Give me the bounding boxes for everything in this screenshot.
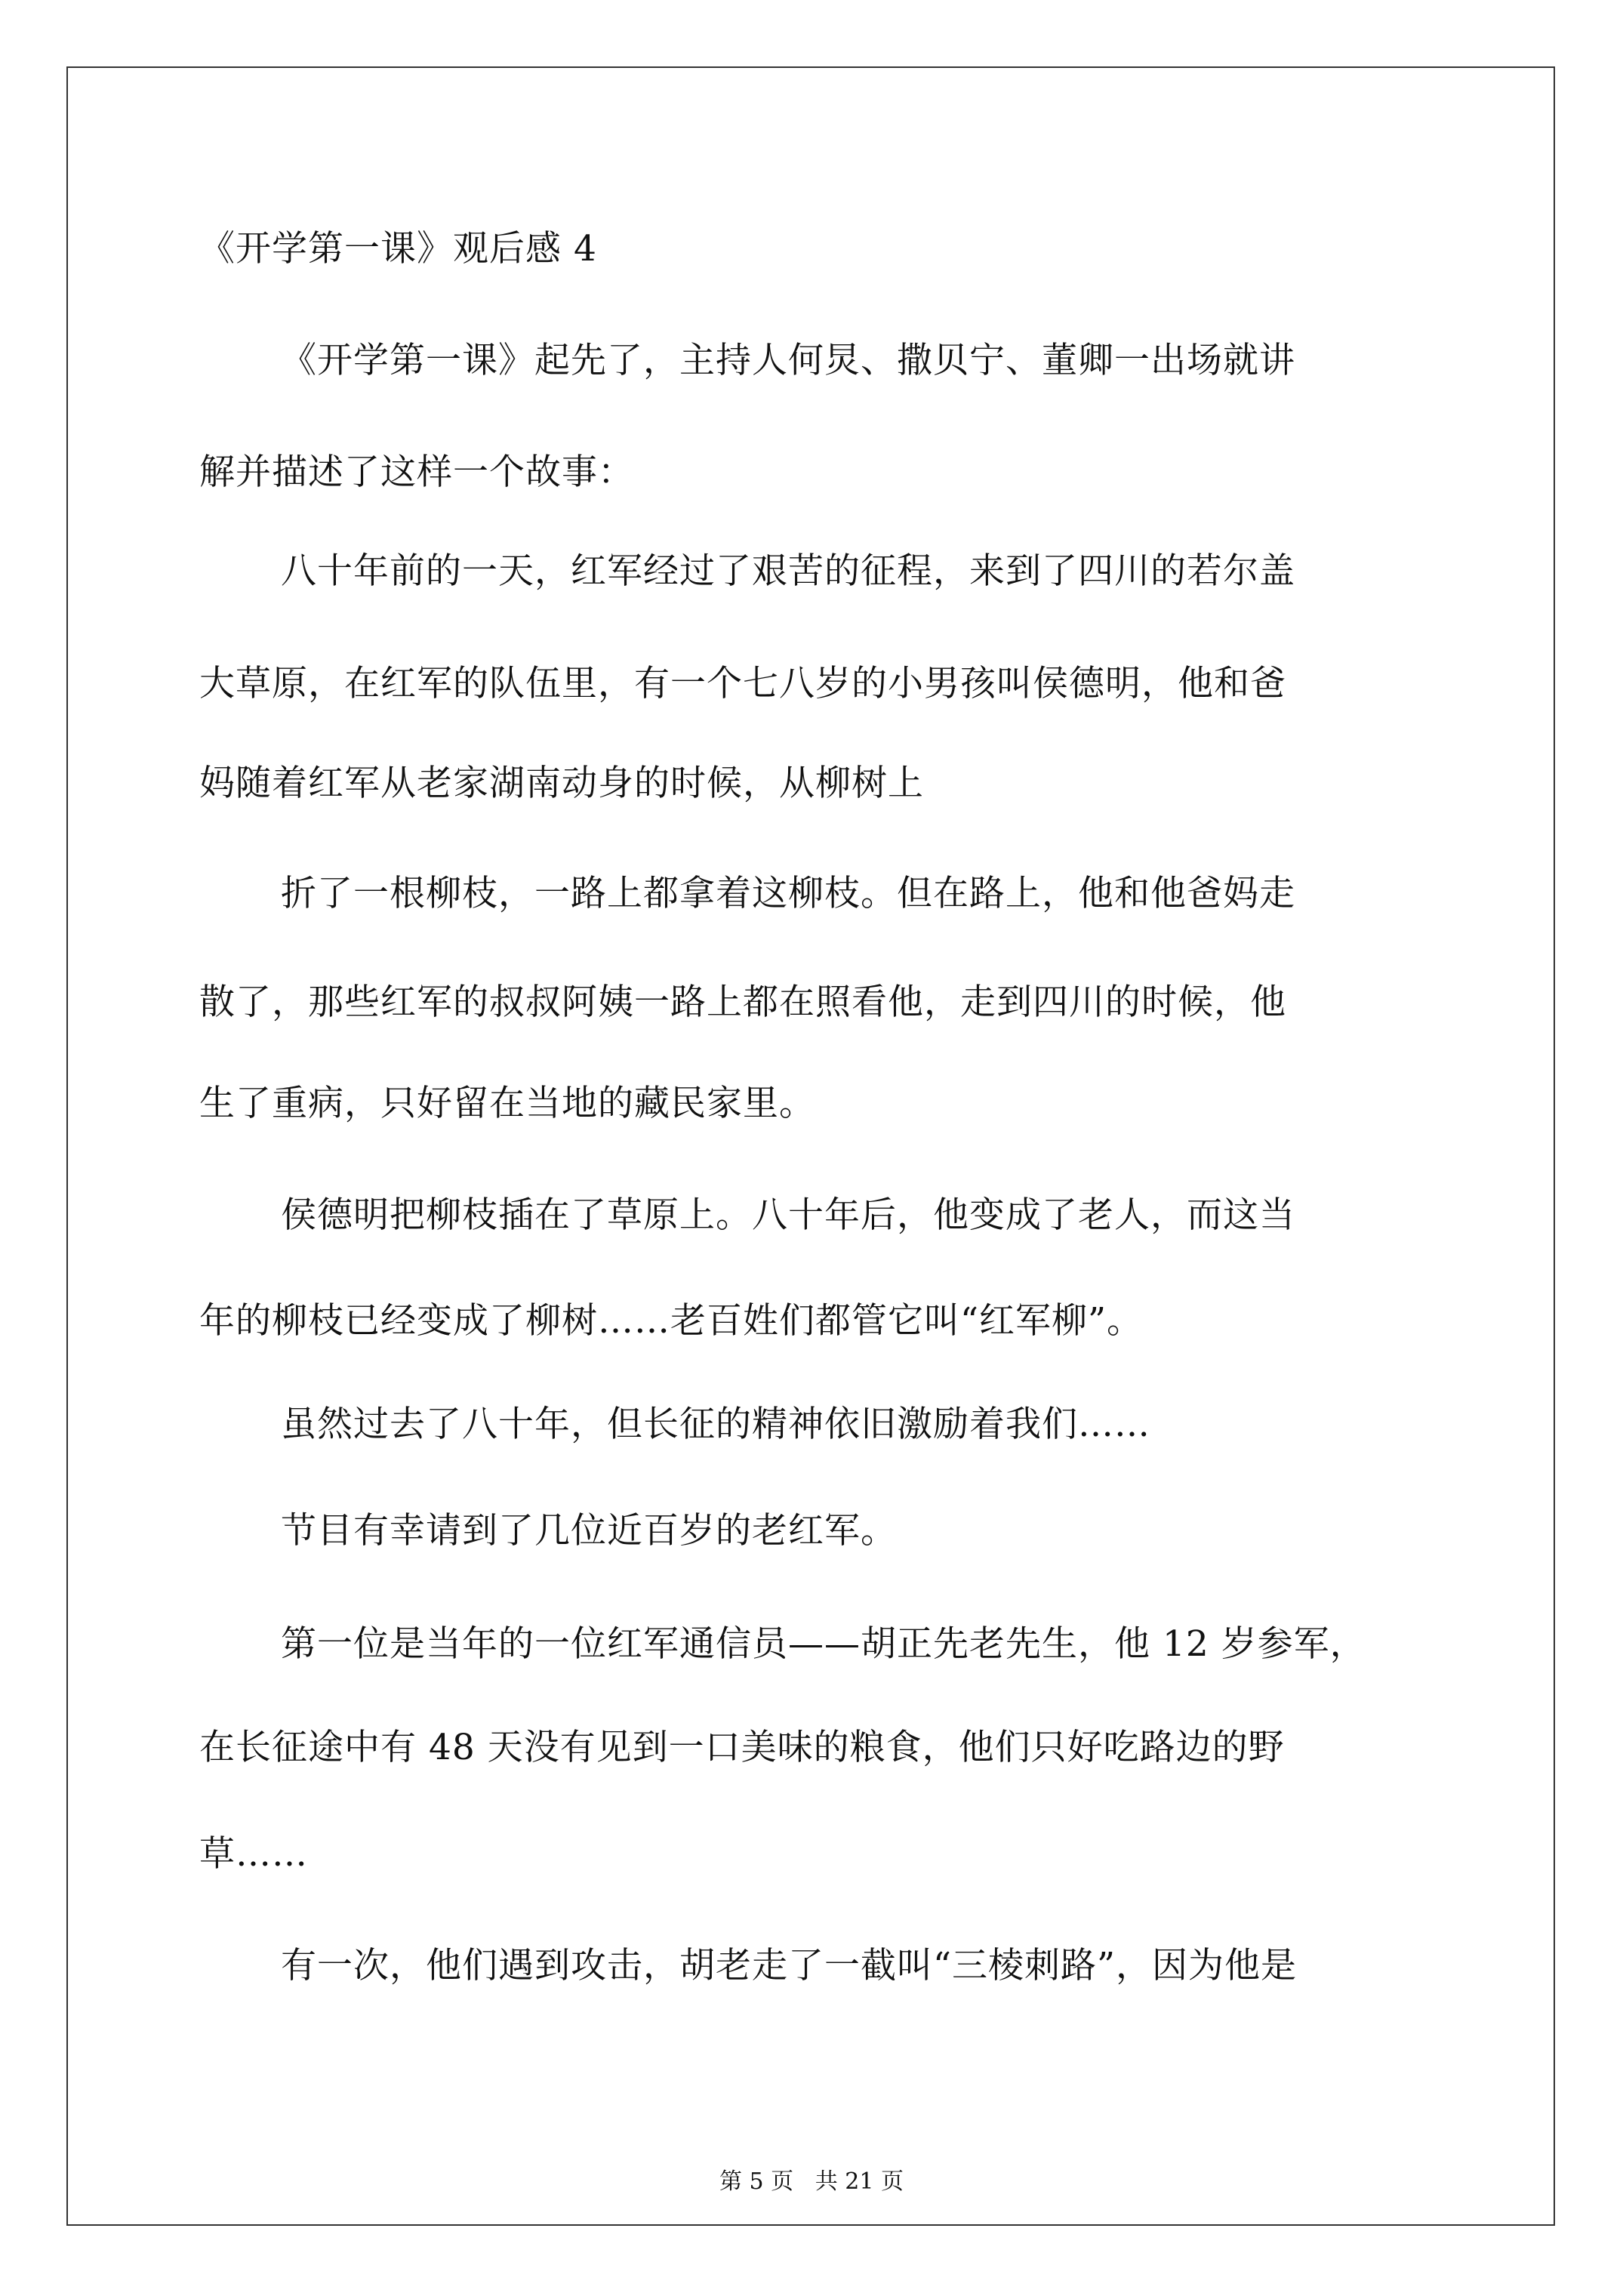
paragraph-line: 节目有幸请到了几位近百岁的老红军。 (281, 1510, 897, 1552)
paragraph-line: 《开学第一课》起先了，主持人何炅、撒贝宁、董卿一出场就讲 (281, 340, 1295, 381)
paragraph-line: 第一位是当年的一位红军通信员——胡正先老先生，他 12 岁参军， (281, 1623, 1366, 1665)
paragraph-line: 年的柳枝已经变成了柳树……老百姓们都管它叫“红军柳”。 (199, 1300, 1144, 1342)
paragraph-line: 八十年前的一天，红军经过了艰苦的征程，来到了四川的若尔盖 (281, 550, 1295, 592)
paragraph-line: 草…… (199, 1833, 308, 1875)
document-title: 《开学第一课》观后感 4 (199, 228, 597, 270)
paragraph-line: 折了一根柳枝，一路上都拿着这柳枝。但在路上，他和他爸妈走 (281, 873, 1295, 914)
paragraph-line: 散了，那些红军的叔叔阿姨一路上都在照看他，走到四川的时候，他 (199, 982, 1286, 1023)
paragraph-line: 生了重病，只好留在当地的藏民家里。 (199, 1083, 815, 1124)
paragraph-line: 大草原，在红军的队伍里，有一个七八岁的小男孩叫侯德明，他和爸 (199, 663, 1286, 704)
paragraph-line: 虽然过去了八十年，但长征的精神依旧激励着我们…… (281, 1404, 1150, 1445)
paragraph-line: 解并描述了这样一个故事： (199, 451, 634, 493)
paragraph-line: 侯德明把柳枝插在了草原上。八十年后，他变成了老人，而这当 (281, 1194, 1295, 1236)
page-number: 第 5 页 共 21 页 (719, 2168, 904, 2195)
paragraph-line: 妈随着红军从老家湖南动身的时候，从柳树上 (199, 763, 924, 804)
paragraph-line: 有一次，他们遇到攻击，胡老走了一截叫“三棱刺路”，因为他是 (281, 1945, 1298, 1986)
page-border (66, 66, 1555, 2226)
paragraph-line: 在长征途中有 48 天没有见到一口美味的粮食，他们只好吃路边的野 (199, 1727, 1285, 1768)
